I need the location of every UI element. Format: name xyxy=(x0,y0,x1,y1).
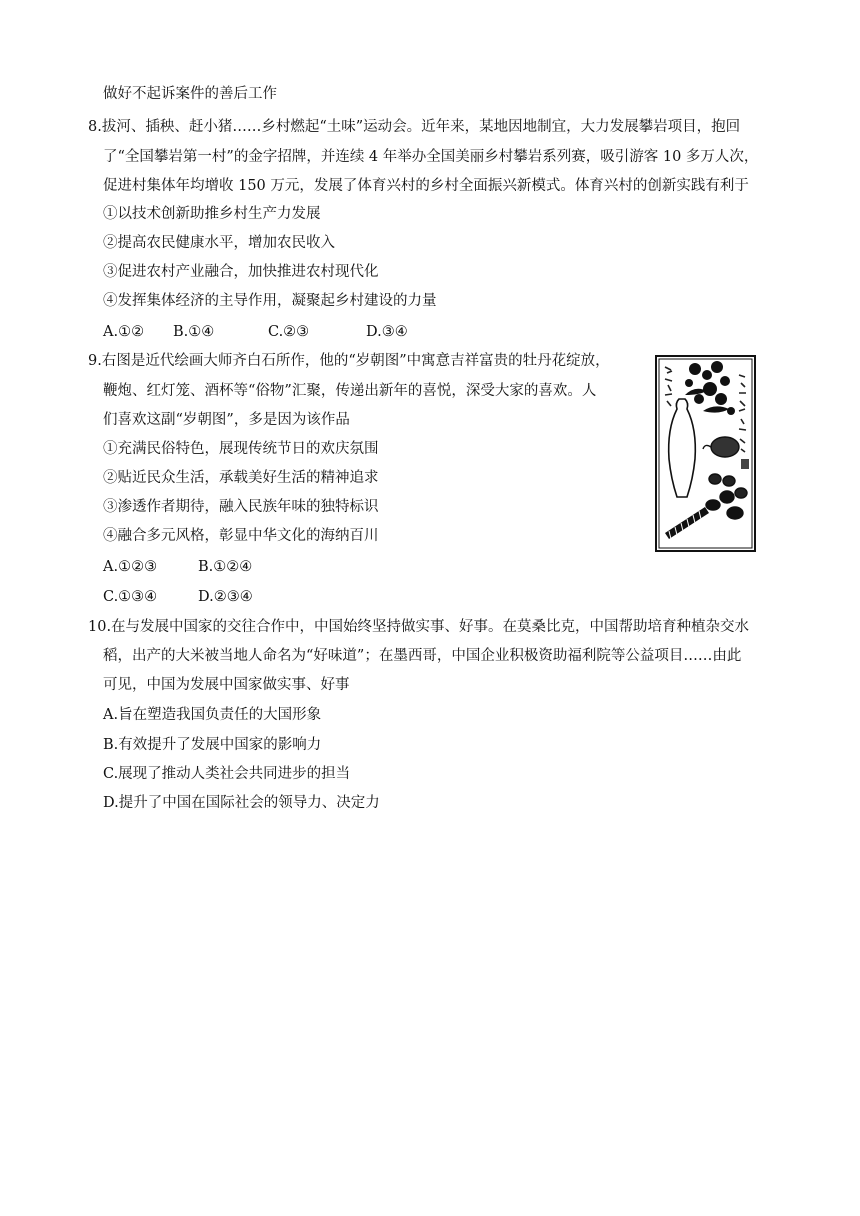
q8-options xyxy=(103,322,408,342)
q8-option-b: B.①④ xyxy=(173,324,215,340)
q10-option-b: B.有效提升了发展中国家的影响力 xyxy=(103,737,322,753)
q8-option-d: D.③④ xyxy=(366,324,408,340)
q9-options-row xyxy=(103,557,252,577)
q9-item: ②贴近民众生活，承载美好生活的精神追求 xyxy=(103,470,379,486)
q10-option-a: A.旨在塑造我国负责任的大国形象 xyxy=(103,707,322,723)
q9-option-d: D.②③④ xyxy=(198,589,253,605)
q8-item: ②提高农民健康水平，增加农民收入 xyxy=(103,235,335,251)
q8-item: ①以技术创新助推乡村生产力发展 xyxy=(103,206,321,222)
q10-option-c: C.展现了推动人类社会共同进步的担当 xyxy=(103,766,351,782)
q8-option-c: C.②③ xyxy=(268,324,310,340)
q8-stem-line: 了“全国攀岩第一村”的金字招牌，并连续 4 年举办全国美丽乡村攀岩系列赛，吸引游客 10 多万人次， xyxy=(103,149,759,165)
painting-illustration xyxy=(655,355,756,552)
q10-stem-line: 稻，出产的大米被当地人命名为“好味道”；在墨西哥，中国企业积极资助福利院等公益项目……由此 xyxy=(103,648,742,664)
q9-options-row xyxy=(103,587,253,607)
q8-item: ④发挥集体经济的主导作用，凝聚起乡村建设的力量 xyxy=(103,293,437,309)
q9-option-b: B.①②④ xyxy=(198,559,253,575)
q8-item: ③促进农村产业融合，加快推进农村现代化 xyxy=(103,264,379,280)
q8-stem-line: 8.拔河、插秧、赶小猪……乡村燃起“土味”运动会。近年来，某地因地制宜，大力发展攀岩项目，抱回 xyxy=(88,119,741,135)
q9-item: ③渗透作者期待，融入民族年味的独特标识 xyxy=(103,499,379,515)
q9-option-c: C.①③④ xyxy=(103,589,158,605)
q10-option-d: D.提升了中国在国际社会的领导力、决定力 xyxy=(103,795,380,811)
continuation-text: 做好不起诉案件的善后工作 xyxy=(103,86,277,102)
q9-item: ④融合多元风格，彰显中华文化的海纳百川 xyxy=(103,528,379,544)
q9-item: ①充满民俗特色，展现传统节日的欢庆氛围 xyxy=(103,441,379,457)
q9-stem-line: 9.右图是近代绘画大师齐白石所作，他的“岁朝图”中寓意吉祥富贵的牡丹花绽放， xyxy=(88,353,610,369)
q10-stem-line: 可见，中国为发展中国家做实事、好事 xyxy=(103,677,350,693)
q9-option-a: A.①②③ xyxy=(103,559,158,575)
q8-stem-line: 促进村集体年均增收 150 万元，发展了体育兴村的乡村全面振兴新模式。体育兴村的创新实践有利于 xyxy=(103,178,749,194)
q10-stem-line: 10.在与发展中国家的交往合作中，中国始终坚持做实事、好事。在莫桑比克，中国帮助培育种植杂交水 xyxy=(88,619,750,635)
q8-option-a: A.①② xyxy=(103,324,145,340)
q9-stem-line: 鞭炮、红灯笼、酒杯等“俗物”汇聚，传递出新年的喜悦，深受大家的喜欢。人 xyxy=(103,383,597,399)
q9-stem-line: 们喜欢这副“岁朝图”，多是因为该作品 xyxy=(103,412,350,428)
